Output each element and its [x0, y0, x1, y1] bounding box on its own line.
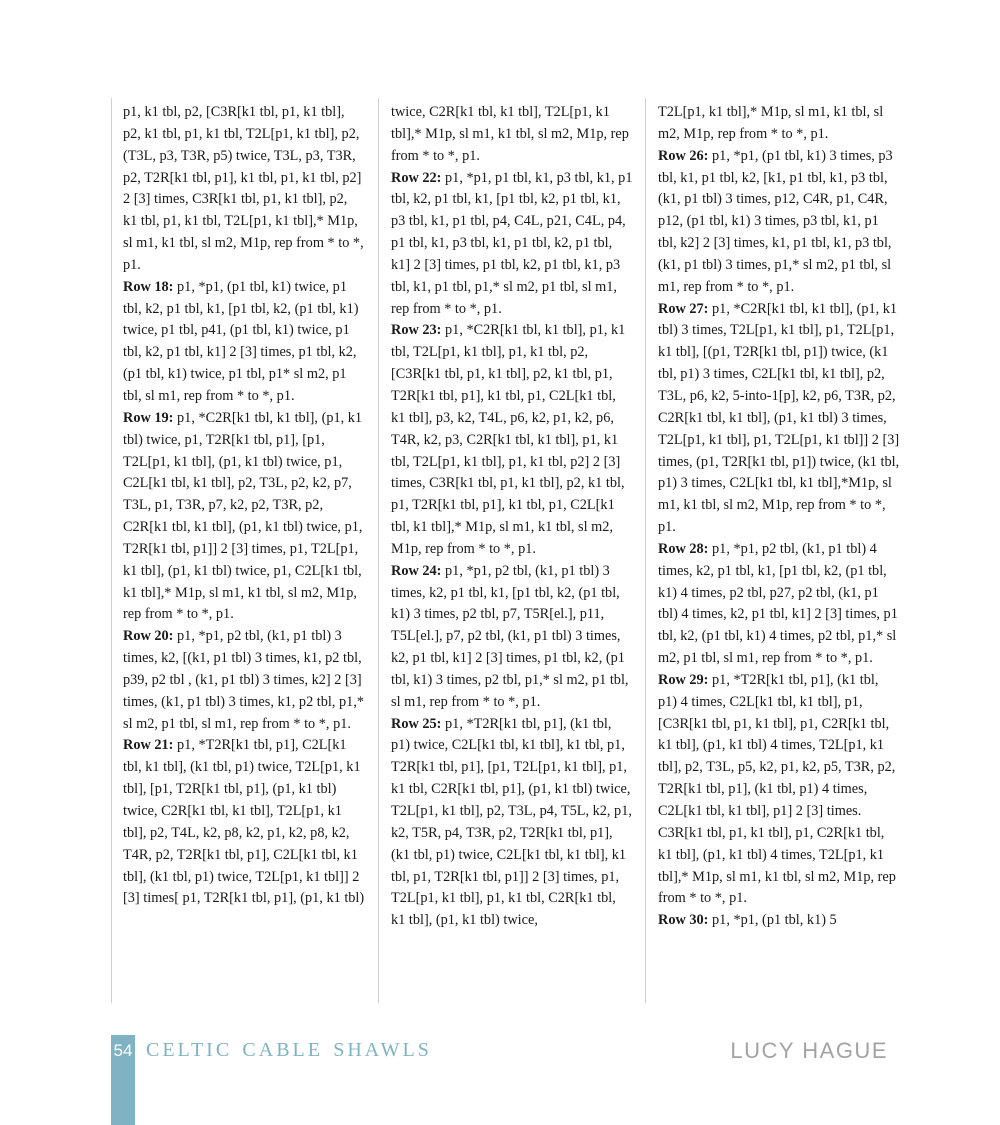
text-column-1: [123, 102, 365, 1000]
row-label: Row 29:: [658, 671, 709, 688]
author-name: LUCY HAGUE: [730, 1038, 888, 1063]
row-instructions: T2L[p1, k1 tbl],* M1p, sl m1, k1 tbl, sl m2, M1p, rep from * to *, p1.: [658, 104, 884, 142]
row-label: Row 26:: [658, 147, 709, 164]
pattern-row-paragraph: [658, 539, 900, 670]
column-rule-right: [645, 98, 646, 1003]
row-label: Row 22:: [391, 169, 442, 186]
row-instructions: twice, C2R[k1 tbl, k1 tbl], T2L[p1, k1 tbl],* M1p, sl m1, k1 tbl, sl m2, M1p, rep from * to *, p1.: [391, 104, 629, 164]
row-label: Row 28:: [658, 540, 709, 557]
row-instructions: p1, *C2R[k1 tbl, k1 tbl], (p1, k1 tbl) twice, p1, T2R[k1 tbl, p1], [p1, T2L[p1, k1 tbl], (p1, k1 tbl) twice, p1, C2L[k1 tbl, k1 tbl], p2, T3L, p2, k2, p7, T3L, p1, T3R, p7, k2, p2, T3R, p2, C2R[k1 tbl, k1 tbl], (p1, k1 tbl) twice, p1, T2R[k1 tbl, p1]] 2 [3] times, p1, T2L[p1, k1 tbl], (p1, k1 tbl) twice, p1, C2L[k1 tbl, k1 tbl],* M1p, sl m1, k1 tbl, sl m2, M1p, rep from * to *, p1.: [123, 409, 363, 623]
row-instructions: p1, *p1, p2 tbl, (k1, p1 tbl) 3 times, k2, [(k1, p1 tbl) 3 times, k1, p2 tbl, p39, p2 tbl , (k1, p1 tbl) 3 times, k2] 2 [3] times, (k1, p1 tbl) 3 times, k1, p2 tbl, p1,* sl m2, p1 tbl, sl m1, rep from * to *, p1.: [123, 628, 365, 732]
row-instructions: p1, *p1, p1 tbl, k1, p3 tbl, k1, p1 tbl, k2, p1 tbl, k1, [p1 tbl, k2, p1 tbl, k1, p3 tbl, k1, p1 tbl, p4, C4L, p21, C4L, p4, p1 tbl, k1, p3 tbl, k1, p1 tbl, k2, p1 tbl, k1] 2 [3] times, p1 tbl, k2, p1 tbl, k1, p3 tbl, k1, p1 tbl, p1,* sl m2, p1 tbl, sl m1, rep from * to *, p1.: [391, 169, 633, 317]
pattern-row-paragraph: [391, 561, 633, 714]
row-instructions: p1, *T2R[k1 tbl, p1], (k1 tbl, p1) 4 times, C2L[k1 tbl, k1 tbl], p1, [C3R[k1 tbl, p1, k1 tbl], p1, C2R[k1 tbl, k1 tbl], (p1, k1 tbl) 4 times, T2L[p1, k1 tbl], p2, T3L, p5, k2, p1, k2, p5, T3R, p2, T2R[k1 tbl, p1], (k1 tbl, p1) 4 times, C2L[k1 tbl, k1 tbl], p1] 2 [3] times. C3R[k1 tbl, p1, k1 tbl], p1, C2R[k1 tbl, k1 tbl], (p1, k1 tbl) 4 times, T2L[p1, k1 tbl],* M1p, sl m1, k1 tbl, sl m2, M1p, rep from * to *, p1.: [658, 671, 896, 907]
row-label: Row 25:: [391, 715, 442, 732]
pattern-continuation-paragraph: [658, 102, 900, 146]
pattern-row-paragraph: [123, 277, 365, 408]
row-instructions: p1, *p1, p2 tbl, (k1, p1 tbl) 4 times, k2, p1 tbl, k1, [p1 tbl, k2, (p1 tbl, k1) 4 times, p2 tbl, p27, p2 tbl, (k1, p1 tbl) 4 times, k2, p1 tbl, k1] 2 [3] times, p1 tbl, k2, (p1 tbl, k1) 4 times, p2 tbl, p1,* sl m2, p1 tbl, sl m1, rep from * to *, p1.: [658, 540, 898, 667]
pattern-row-paragraph: [123, 735, 365, 910]
pattern-row-paragraph: [123, 626, 365, 735]
pattern-row-paragraph: [123, 408, 365, 626]
row-label: Row 21:: [123, 737, 174, 754]
text-column-3: [658, 102, 900, 1000]
row-label: Row 30:: [658, 912, 709, 929]
row-label: Row 18:: [123, 278, 174, 295]
row-label: Row 20:: [123, 628, 174, 645]
pattern-row-paragraph: [658, 299, 900, 539]
page-number: 54: [113, 1041, 133, 1060]
pattern-row-paragraph: [391, 320, 633, 560]
row-instructions: p1, *C2R[k1 tbl, k1 tbl], (p1, k1 tbl) 3 times, T2L[p1, k1 tbl], p1, T2L[p1, k1 tbl], [(p1, T2R[k1 tbl, p1]) twice, (k1 tbl, p1) 3 times, C2L[k1 tbl, k1 tbl], p2, T3L, p6, k2, 5-into-1[p], k2, p6, T3R, p2, C2R[k1 tbl, k1 tbl], (p1, k1 tbl) 3 times, T2L[p1, k1 tbl], p1, T2L[p1, k1 tbl]] 2 [3] times, (p1, T2R[k1 tbl, p1]) twice, (k1 tbl, p1) 3 times, C2L[k1 tbl, k1 tbl],*M1p, sl m1, k1 tbl, sl m2, M1p, rep from * to *, p1.: [658, 300, 900, 536]
row-instructions: p1, *p1, (p1 tbl, k1) 3 times, p3 tbl, k1, p1 tbl, k2, [k1, p1 tbl, k1, p3 tbl, (k1, p1 tbl) 3 times, p12, C4R, p1, C4R, p12, (p1 tbl, k1) 3 times, p3 tbl, k1, p1 tbl, k2] 2 [3] times, k1, p1 tbl, k1, p3 tbl, (k1, p1 tbl) 3 times, p1,* sl m2, p1 tbl, sl m1, rep from * to *, p1.: [658, 147, 893, 295]
row-instructions: p1, *T2R[k1 tbl, p1], C2L[k1 tbl, k1 tbl], (k1 tbl, p1) twice, T2L[p1, k1 tbl], [p1, T2R[k1 tbl, p1], (p1, k1 tbl) twice, C2R[k1 tbl, k1 tbl], T2L[p1, k1 tbl], p2, T4L, k2, p8, k2, p1, k2, p8, k2, T4R, p2, T2R[k1 tbl, p1], C2L[k1 tbl, k1 tbl], (k1 tbl, p1) twice, T2L[p1, k1 tbl]] 2 [3] times[ p1, T2R[k1 tbl, p1], (p1, k1 tbl): [123, 737, 365, 907]
row-instructions: p1, *p1, p2 tbl, (k1, p1 tbl) 3 times, k2, p1 tbl, k1, [p1 tbl, k2, (p1 tbl, k1) 3 times, p2 tbl, p7, T5R[el.], p11, T5L[el.], p7, p2 tbl, (k1, p1 tbl) 3 times, k2, p1 tbl, k1] 2 [3] times, p1 tbl, k2, (p1 tbl, k1) 3 times, p2 tbl, p1,* sl m2, p1 tbl, sl m1, rep from * to *, p1.: [391, 562, 629, 710]
row-label: Row 19:: [123, 409, 174, 426]
row-label: Row 23:: [391, 322, 442, 339]
row-instructions: p1, k1 tbl, p2, [C3R[k1 tbl, p1, k1 tbl], p2, k1 tbl, p1, k1 tbl, T2L[p1, k1 tbl], p2, (T3L, p3, T3R, p5) twice, T3L, p3, T3R, p2, T2R[k1 tbl, p1], k1 tbl, p1, k1 tbl, p2] 2 [3] times, C3R[k1 tbl, p1, k1 tbl], p2, k1 tbl, p1, k1 tbl, T2L[p1, k1 tbl],* M1p, sl m1, k1 tbl, sl m2, M1p, rep from * to *, p1.: [123, 104, 364, 273]
book-title: celtic cable shawls: [146, 1031, 432, 1063]
pattern-continuation-paragraph: [391, 102, 633, 168]
row-label: Row 27:: [658, 300, 709, 317]
row-instructions: p1, *T2R[k1 tbl, p1], (k1 tbl, p1) twice, C2L[k1 tbl, k1 tbl], k1 tbl, p1, T2R[k1 tbl, p1], [p1, T2L[p1, k1 tbl], p1, k1 tbl, C2R[k1 tbl, p1], (p1, k1 tbl) twice, T2L[p1, k1 tbl], p2, T3L, p4, T5L, k2, p1, k2, T5R, p4, T3R, p2, T2R[k1 tbl, p1], (k1 tbl, p1) twice, C2L[k1 tbl, k1 tbl], k1 tbl, p1, T2R[k1 tbl, p1]] 2 [3] times, p1, T2L[p1, k1 tbl], p1, k1 tbl, C2R[k1 tbl, k1 tbl], (p1, k1 tbl) twice,: [391, 715, 632, 929]
pattern-row-paragraph: [658, 670, 900, 910]
column-rule-left: [111, 98, 112, 1003]
row-instructions: p1, *C2R[k1 tbl, k1 tbl], p1, k1 tbl, T2L[p1, k1 tbl], p1, k1 tbl, p2, [C3R[k1 tbl, p1, k1 tbl], p2, k1 tbl, p1, T2R[k1 tbl, p1], k1 tbl, p1, C2L[k1 tbl, k1 tbl], p3, k2, T4L, p6, k2, p1, k2, p6, T4R, k2, p3, C2R[k1 tbl, k1 tbl], p1, k1 tbl, T2L[p1, k1 tbl], p1, k1 tbl, p2] 2 [3] times, C3R[k1 tbl, p1, k1 tbl], p2, k1 tbl, p1, T2R[k1 tbl, p1], k1 tbl, p1, C2L[k1 tbl, k1 tbl],* M1p, sl m1, k1 tbl, sl m2, M1p, rep from * to *, p1.: [391, 322, 626, 557]
text-column-2: [391, 102, 633, 1000]
pattern-row-paragraph: [391, 714, 633, 932]
row-instructions: p1, *p1, (p1 tbl, k1) 5: [712, 912, 837, 929]
row-label: Row 24:: [391, 562, 442, 579]
pattern-row-paragraph: [391, 168, 633, 321]
row-instructions: p1, *p1, (p1 tbl, k1) twice, p1 tbl, k2, p1 tbl, k1, [p1 tbl, k2, (p1 tbl, k1) twice, p1 tbl, p41, (p1 tbl, k1) twice, p1 tbl, k2, p1 tbl, k1] 2 [3] times, p1 tbl, k2, (p1 tbl, k1) twice, p1 tbl, p1* sl m2, p1 tbl, sl m1, rep from * to *, p1.: [123, 278, 359, 404]
pattern-continuation-paragraph: [123, 102, 365, 277]
column-rule-middle: [378, 98, 379, 1003]
pattern-row-paragraph: [658, 910, 900, 932]
pattern-row-paragraph: [658, 146, 900, 299]
